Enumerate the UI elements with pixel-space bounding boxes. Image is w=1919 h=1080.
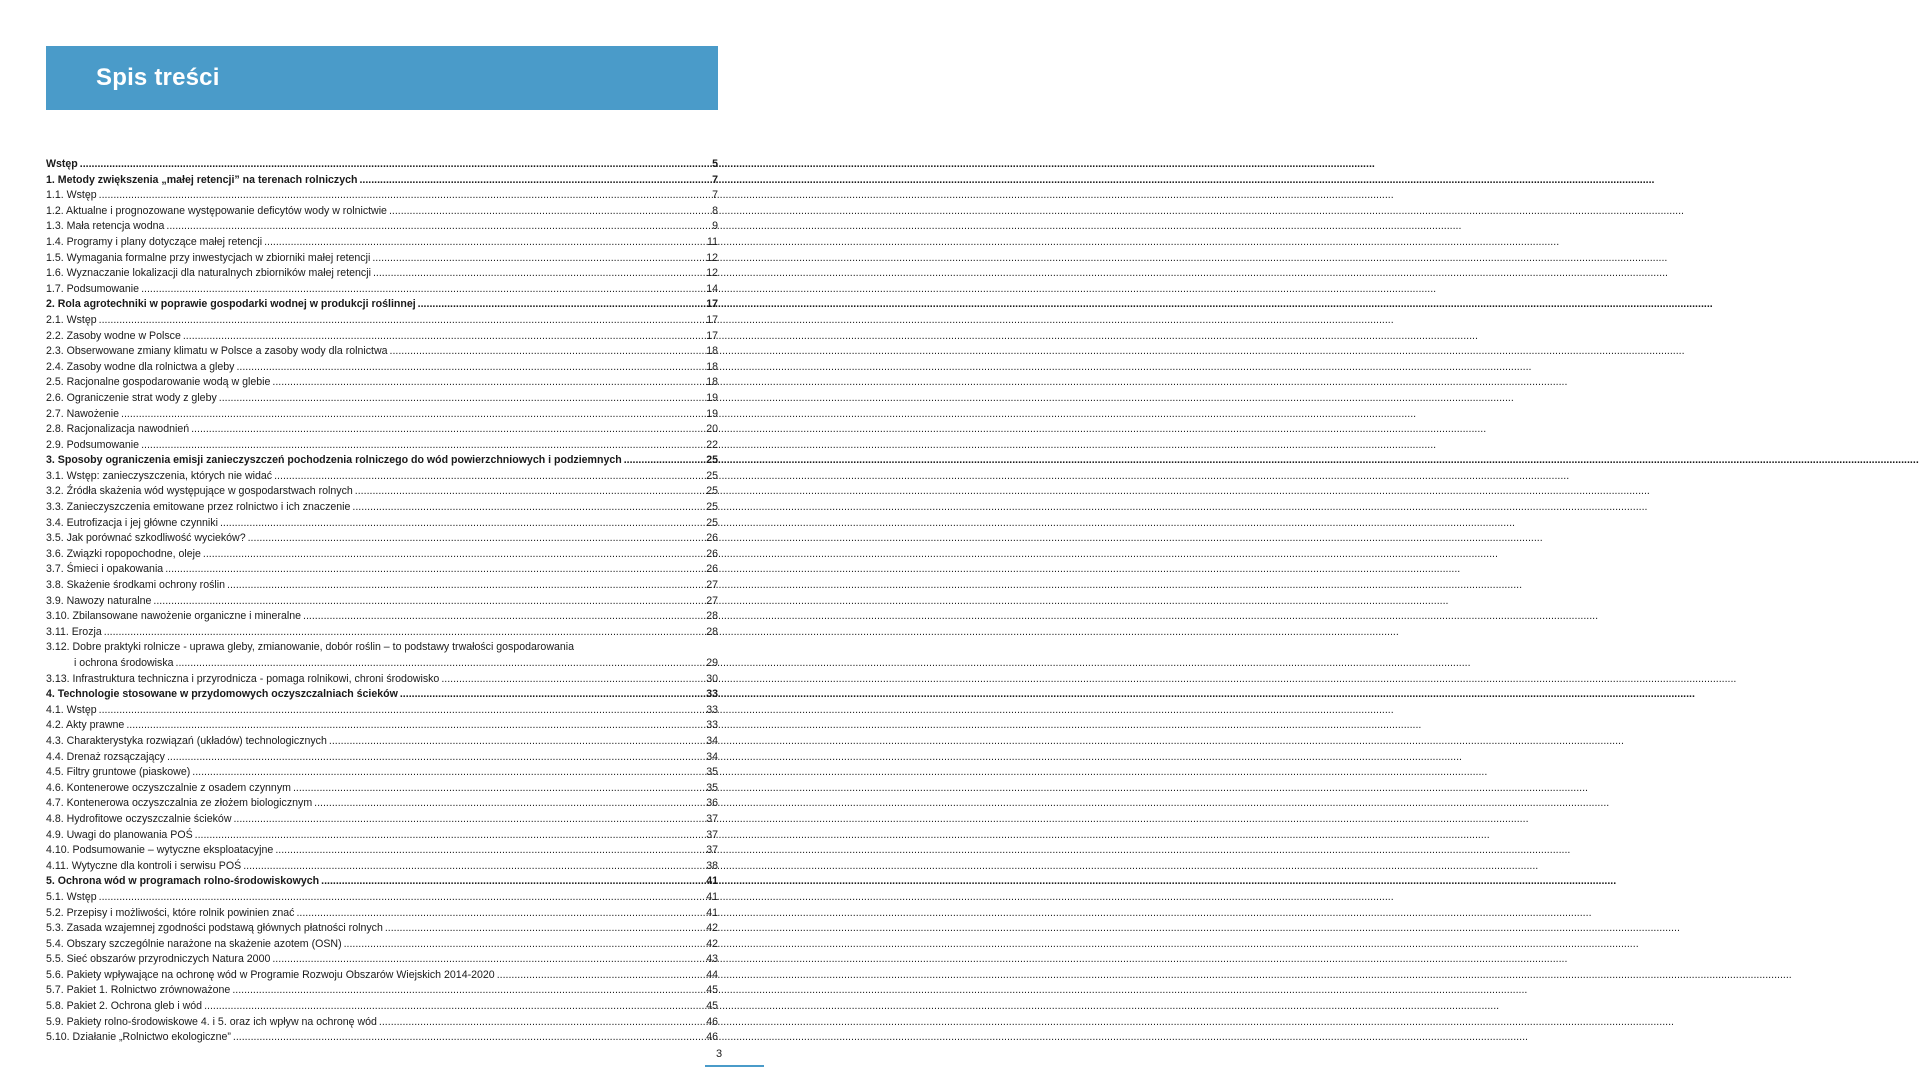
toc-entry[interactable] — [46, 983, 718, 999]
toc-entry[interactable] — [46, 1030, 718, 1046]
toc-entry-title: 2.7. Nawożenie — [46, 407, 120, 420]
toc-dot-leader — [389, 204, 694, 220]
toc-dot-leader — [314, 796, 694, 812]
toc-entry-page: 42 — [706, 937, 718, 950]
toc-entry-title: 4.9. Uwagi do planowania POŚ — [46, 828, 193, 841]
toc-entry[interactable] — [46, 906, 718, 922]
toc-entry[interactable] — [46, 469, 718, 485]
toc-entry-page: 12 — [706, 267, 718, 280]
toc-dot-leader — [236, 360, 694, 376]
toc-entry-title: 3.13. Infrastruktura techniczna i przyrodnicza - pomaga rolnikowi, chroni środowisko — [46, 672, 440, 685]
toc-entry-page: 17 — [706, 313, 718, 326]
toc-dot-leader — [99, 188, 694, 204]
toc-entry-title: 5.10. Działanie „Rolnictwo ekologiczne” — [46, 1031, 231, 1044]
toc-entry-page: 19 — [706, 391, 718, 404]
toc-dot-leader — [272, 952, 694, 968]
toc-entry-title: 5.2. Przepisy i możliwości, które rolnik powinien znać — [46, 906, 295, 919]
toc-entry[interactable] — [46, 235, 718, 251]
toc-entry-title: 2.6. Ograniczenie strat wody z gleby — [46, 391, 217, 404]
toc-dot-leader — [275, 843, 694, 859]
toc-dot-leader — [219, 391, 694, 407]
toc-entry[interactable] — [46, 843, 718, 859]
toc-entry[interactable] — [46, 656, 718, 672]
toc-entry[interactable] — [46, 375, 718, 391]
toc-entry-page: 9 — [712, 220, 718, 233]
table-of-contents — [46, 157, 718, 1046]
toc-entry-page: 12 — [706, 251, 718, 264]
toc-entry-page: 28 — [706, 610, 718, 623]
toc-entry-page: 25 — [706, 469, 718, 482]
toc-entry-page: 27 — [706, 594, 718, 607]
toc-entry-page: 25 — [706, 516, 718, 529]
toc-dot-leader — [141, 438, 694, 454]
toc-entry-title: 4.10. Podsumowanie – wytyczne eksploatacyjne — [46, 844, 274, 857]
toc-entry[interactable] — [46, 828, 718, 844]
toc-entry[interactable] — [46, 812, 718, 828]
toc-entry[interactable] — [46, 750, 718, 766]
toc-entry-title: 3.9. Nawozy naturalne — [46, 594, 152, 607]
toc-entry-page: 14 — [706, 282, 718, 295]
toc-entry-title: 2.8. Racjonalizacja nawodnień — [46, 423, 190, 436]
toc-entry-title: 5.9. Pakiety rolno-środowiskowe 4. i 5. oraz ich wpływ na ochronę wód — [46, 1015, 377, 1028]
toc-entry[interactable] — [46, 718, 718, 734]
toc-entry-page: 33 — [706, 719, 718, 732]
toc-entry-page: 33 — [706, 703, 718, 716]
toc-entry[interactable] — [46, 640, 718, 656]
toc-entry[interactable] — [46, 204, 718, 220]
toc-entry[interactable] — [46, 609, 718, 625]
toc-entry[interactable] — [46, 781, 718, 797]
toc-entry[interactable] — [46, 921, 718, 937]
toc-entry-title: 5. Ochrona wód w programach rolno-środowiskowych — [46, 875, 320, 888]
toc-dot-leader — [359, 173, 694, 189]
toc-dot-leader — [248, 531, 694, 547]
toc-entry[interactable] — [46, 547, 718, 563]
toc-dot-leader — [390, 344, 694, 360]
toc-entry-title: 3.3. Zanieczyszczenia emitowane przez rolnictwo i ich znaczenie — [46, 501, 351, 514]
toc-entry-title: 4.11. Wytyczne dla kontroli i serwisu POŚ — [46, 859, 242, 872]
toc-entry-title: 1.3. Mała retencja wodna — [46, 220, 165, 233]
toc-entry[interactable] — [46, 360, 718, 376]
toc-entry[interactable] — [46, 999, 718, 1015]
toc-entry[interactable] — [46, 516, 718, 532]
toc-entry-title: 4. Technologie stosowane w przydomowych oczyszczalniach ścieków — [46, 688, 398, 701]
toc-dot-leader — [497, 968, 694, 984]
toc-entry-page: 42 — [706, 922, 718, 935]
toc-dot-leader — [296, 906, 694, 922]
toc-dot-leader — [329, 734, 694, 750]
toc-entry-page: 45 — [706, 984, 718, 997]
toc-dot-leader — [153, 594, 694, 610]
toc-entry-title: 1.7. Podsumowanie — [46, 282, 140, 295]
toc-entry-title: Wstęp — [46, 158, 78, 170]
toc-entry-title: 5.8. Pakiet 2. Ochrona gleb i wód — [46, 1000, 203, 1013]
toc-dot-leader — [80, 157, 694, 173]
toc-entry-page: 35 — [706, 781, 718, 794]
toc-entry-page: 26 — [706, 532, 718, 545]
toc-entry[interactable] — [46, 173, 718, 189]
toc-entry[interactable] — [46, 765, 718, 781]
toc-entry-page: 17 — [706, 329, 718, 342]
toc-entry-title: 2.5. Racjonalne gospodarowanie wodą w glebie — [46, 376, 271, 389]
toc-entry-title: 5.5. Sieć obszarów przyrodniczych Natura 2000 — [46, 953, 271, 966]
toc-dot-leader — [379, 1015, 694, 1031]
toc-entry-page: 17 — [706, 298, 718, 311]
toc-entry-page: 33 — [706, 688, 718, 701]
toc-entry[interactable] — [46, 297, 718, 313]
toc-dot-leader — [165, 562, 694, 578]
toc-dot-leader — [344, 937, 694, 953]
toc-entry[interactable] — [46, 453, 718, 469]
toc-dot-leader — [227, 578, 694, 594]
toc-entry[interactable] — [46, 422, 718, 438]
toc-entry-page: 25 — [706, 485, 718, 498]
toc-entry-page: 37 — [706, 828, 718, 841]
toc-entry-title: 4.4. Drenaż rozsączający — [46, 750, 165, 763]
toc-entry-page: 7 — [712, 189, 718, 202]
toc-entry[interactable] — [46, 219, 718, 235]
toc-entry-title: 1.6. Wyznaczanie lokalizacji dla naturalnych zbiorników małej retencji — [46, 267, 371, 280]
toc-entry-page: 5 — [712, 158, 718, 170]
toc-entry[interactable] — [46, 1015, 718, 1031]
toc-entry-page: 41 — [706, 906, 718, 919]
toc-entry-page: 37 — [706, 812, 718, 825]
toc-entry[interactable] — [46, 329, 718, 345]
toc-dot-leader — [624, 453, 694, 469]
toc-entry-title: 1. Metody zwiększenia „małej retencji” na terenach rolniczych — [46, 173, 358, 186]
toc-entry-page: 45 — [706, 1000, 718, 1013]
toc-dot-leader — [293, 781, 694, 797]
toc-entry[interactable] — [46, 531, 718, 547]
toc-entry-title: i ochrona środowiska — [74, 657, 174, 669]
toc-entry-title: 3.8. Skażenie środkami ochrony roślin — [46, 579, 226, 592]
toc-entry-page: 30 — [706, 672, 718, 685]
toc-dot-leader — [355, 484, 694, 500]
toc-entry-page: 28 — [706, 625, 718, 638]
toc-entry-title: 2.3. Obserwowane zmiany klimatu w Polsce a zasoby wody dla rolnictwa — [46, 345, 388, 358]
toc-dot-leader — [321, 874, 694, 890]
toc-entry-title: 5.7. Pakiet 1. Rolnictwo zrównoważone — [46, 984, 231, 997]
toc-entry-title: 5.1. Wstęp — [46, 890, 97, 903]
toc-entry-page: 34 — [706, 734, 718, 747]
toc-entry[interactable] — [46, 484, 718, 500]
toc-entry-title: 3.10. Zbilansowane nawożenie organiczne i mineralne — [46, 610, 301, 623]
toc-dot-leader — [264, 235, 694, 251]
toc-entry-page: 41 — [706, 890, 718, 903]
toc-dot-leader — [373, 266, 694, 282]
toc-entry-page: 26 — [706, 563, 718, 576]
toc-entry-title: 3.1. Wstęp: zanieczyszczenia, których nie widać — [46, 469, 273, 482]
toc-dot-leader — [441, 672, 694, 688]
toc-entry-title: 1.4. Programy i plany dotyczące małej retencji — [46, 235, 263, 248]
toc-entry[interactable] — [46, 282, 718, 298]
toc-entry[interactable] — [46, 625, 718, 641]
toc-entry-title: 4.1. Wstęp — [46, 703, 97, 716]
toc-entry-title: 4.2. Akty prawne — [46, 719, 125, 732]
toc-entry[interactable] — [46, 594, 718, 610]
toc-entry-page: 18 — [706, 345, 718, 358]
toc-entry-title: 3.11. Erozja — [46, 625, 102, 638]
toc-entry-title: 1.5. Wymagania formalne przy inwestycjach w zbiorniki małej retencji — [46, 251, 371, 264]
toc-entry[interactable] — [46, 562, 718, 578]
toc-dot-leader — [400, 687, 694, 703]
toc-entry-page: 19 — [706, 407, 718, 420]
toc-entry-page: 25 — [706, 454, 718, 467]
toc-entry-page: 7 — [712, 173, 718, 186]
toc-entry[interactable] — [46, 672, 718, 688]
toc-entry-page: 41 — [706, 875, 718, 888]
toc-entry[interactable] — [46, 937, 718, 953]
toc-entry-page: 20 — [706, 423, 718, 436]
toc-entry-title: 2.9. Podsumowanie — [46, 438, 140, 451]
toc-entry-title: 3.7. Śmieci i opakowania — [46, 563, 164, 576]
toc-entry[interactable] — [46, 874, 718, 890]
footer-accent-line — [705, 1065, 764, 1067]
toc-entry[interactable] — [46, 687, 718, 703]
toc-entry-page: 36 — [706, 797, 718, 810]
toc-entry-page: 46 — [706, 1015, 718, 1028]
toc-entry-page: 43 — [706, 953, 718, 966]
toc-entry-title: 2.4. Zasoby wodne dla rolnictwa a gleby — [46, 360, 235, 373]
toc-entry-page: 37 — [706, 844, 718, 857]
toc-dot-leader — [99, 890, 694, 906]
toc-dot-leader — [126, 718, 694, 734]
toc-entry[interactable] — [46, 578, 718, 594]
toc-entry-title: 5.4. Obszary szczególnie narażone na skażenie azotem (OSN) — [46, 937, 342, 950]
toc-dot-leader — [303, 609, 694, 625]
toc-dot-leader — [195, 828, 694, 844]
toc-entry[interactable] — [46, 157, 718, 173]
toc-dot-leader — [104, 625, 694, 641]
toc-entry-title: 3.12. Dobre praktyki rolnicze - uprawa gleby, zmianowanie, dobór roślin – to podstawy trwałości gospodarowania — [46, 641, 574, 654]
toc-entry-title: 4.8. Hydrofitowe oczyszczalnie ścieków — [46, 812, 232, 825]
toc-entry-page: 34 — [706, 750, 718, 763]
toc-entry-title: 4.5. Filtry gruntowe (piaskowe) — [46, 766, 191, 779]
toc-entry-page: 18 — [706, 376, 718, 389]
toc-entry[interactable] — [46, 407, 718, 423]
page-number: 3 — [716, 1048, 723, 1060]
toc-entry-page: 38 — [706, 859, 718, 872]
toc-entry[interactable] — [46, 313, 718, 329]
toc-dot-leader — [220, 516, 694, 532]
toc-dot-leader — [99, 313, 694, 329]
toc-entry-page: 18 — [706, 360, 718, 373]
toc-entry[interactable] — [46, 438, 718, 454]
toc-dot-leader — [183, 329, 694, 345]
toc-dot-leader — [99, 703, 694, 719]
toc-dot-leader — [176, 656, 694, 672]
toc-entry-page: 26 — [706, 547, 718, 560]
toc-dot-leader — [121, 407, 694, 423]
toc-entry[interactable] — [46, 796, 718, 812]
toc-entry-page: 8 — [712, 204, 718, 217]
toc-dot-leader — [372, 251, 694, 267]
toc-entry-title: 1.2. Aktualne i prognozowane występowanie deficytów wody w rolnictwie — [46, 204, 387, 217]
toc-entry-title: 5.6. Pakiety wpływające na ochronę wód w Programie Rozwoju Obszarów Wiejskich 2014-2020 — [46, 968, 495, 981]
toc-entry-title: 4.6. Kontenerowe oczyszczalnie z osadem czynnym — [46, 781, 291, 794]
toc-entry-title: 3. Sposoby ograniczenia emisji zanieczyszczeń pochodzenia rolniczego do wód powierzchniowych i podziemnych — [46, 454, 622, 467]
toc-dot-leader — [192, 765, 694, 781]
toc-entry[interactable] — [46, 859, 718, 875]
toc-entry-page: 29 — [706, 657, 718, 669]
toc-entry[interactable] — [46, 968, 718, 984]
toc-entry-page: 44 — [706, 968, 718, 981]
toc-dot-leader — [418, 297, 694, 313]
toc-dot-leader — [233, 812, 694, 828]
toc-dot-leader — [232, 983, 694, 999]
toc-entry-title: 4.3. Charakterystyka rozwiązań (układów) technologicznych — [46, 734, 327, 747]
toc-entry[interactable] — [46, 734, 718, 750]
toc-dot-leader — [243, 859, 694, 875]
toc-dot-leader — [204, 999, 694, 1015]
toc-entry-title: 3.4. Eutrofizacja i jej główne czynniki — [46, 516, 218, 529]
toc-entry-title: 4.7. Kontenerowa oczyszczalnia ze złożem biologicznym — [46, 797, 313, 810]
toc-entry-title: 2.1. Wstęp — [46, 313, 97, 326]
toc-entry-page: 22 — [706, 438, 718, 451]
toc-entry[interactable] — [46, 890, 718, 906]
toc-entry-page: 46 — [706, 1031, 718, 1044]
toc-entry-title: 1.1. Wstęp — [46, 189, 97, 202]
toc-dot-leader — [191, 422, 694, 438]
toc-dot-leader — [352, 500, 694, 516]
toc-entry[interactable] — [46, 500, 718, 516]
toc-dot-leader — [167, 750, 694, 766]
page-title: Spis treści — [96, 64, 220, 91]
toc-dot-leader — [166, 219, 694, 235]
toc-entry-page: 25 — [706, 501, 718, 514]
toc-entry[interactable] — [46, 344, 718, 360]
header-band — [46, 46, 718, 110]
toc-entry-title: 2.2. Zasoby wodne w Polsce — [46, 329, 181, 342]
toc-entry-title: 3.6. Związki ropopochodne, oleje — [46, 547, 201, 560]
toc-dot-leader — [385, 921, 694, 937]
toc-entry[interactable] — [46, 703, 718, 719]
toc-entry-page: 11 — [707, 235, 718, 248]
toc-entry[interactable] — [46, 952, 718, 968]
toc-dot-leader — [141, 282, 694, 298]
toc-entry-page: 35 — [706, 766, 718, 779]
toc-entry-title: 3.2. Źródła skażenia wód występujące w gospodarstwach rolnych — [46, 485, 353, 498]
toc-entry[interactable] — [46, 391, 718, 407]
toc-dot-leader — [272, 375, 694, 391]
toc-dot-leader — [274, 469, 694, 485]
toc-entry-title: 3.5. Jak porównać szkodliwość wycieków? — [46, 532, 246, 545]
toc-dot-leader — [233, 1030, 694, 1046]
toc-entry-title: 5.3. Zasada wzajemnej zgodności podstawą głównych płatności rolnych — [46, 922, 383, 935]
toc-entry[interactable] — [46, 188, 718, 204]
toc-entry-page: 27 — [706, 579, 718, 592]
toc-entry[interactable] — [46, 266, 718, 282]
toc-entry-title: 2. Rola agrotechniki w poprawie gospodarki wodnej w produkcji roślinnej — [46, 298, 416, 311]
toc-entry[interactable] — [46, 251, 718, 267]
toc-dot-leader — [203, 547, 694, 563]
